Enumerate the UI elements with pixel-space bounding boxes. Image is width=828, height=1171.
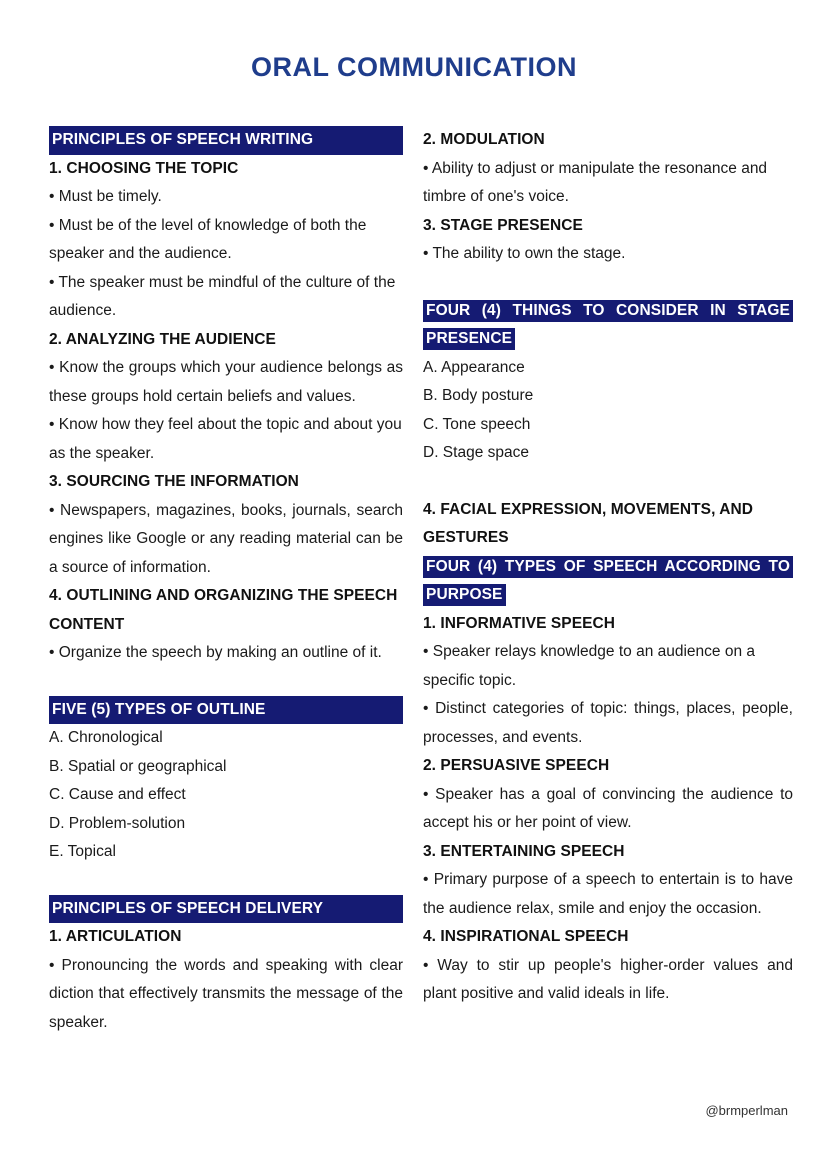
subheading-outlining-and-organizing: 4. OUTLINING AND ORGANIZING THE SPEECH CONTENT <box>49 587 398 633</box>
footer-handle: @brmperlman <box>705 1103 788 1118</box>
bullet-item: • The ability to own the stage. <box>423 245 626 262</box>
bullet-item: • Must be of the level of knowledge of both the speaker and the audience. <box>49 216 367 262</box>
list-item: C. Cause and effect <box>49 786 186 803</box>
subheading-modulation: 2. MODULATION <box>423 131 545 148</box>
subheading-informative-speech: 1. INFORMATIVE SPEECH <box>423 614 615 632</box>
section-spacer <box>49 668 403 696</box>
list-item: A. Chronological <box>49 729 163 746</box>
right-column <box>414 126 828 1009</box>
list-item: E. Topical <box>49 843 116 860</box>
section-heading-principles-of-speech-delivery: PRINCIPLES OF SPEECH DELIVERY <box>49 895 403 924</box>
section-heading-four-types-of-speech-according-to-purpose <box>423 553 793 610</box>
section-spacer <box>423 468 793 496</box>
list-item: B. Body posture <box>423 387 534 404</box>
bullet-item: • Ability to adjust or manipulate the resonance and timbre of one's voice. <box>423 159 768 205</box>
subheading-analyzing-the-audience: 2. ANALYZING THE AUDIENCE <box>49 330 276 348</box>
two-column-body <box>0 126 828 1037</box>
subheading-persuasive-speech: 2. PERSUASIVE SPEECH <box>423 757 610 774</box>
list-item: B. Spatial or geographical <box>49 757 227 775</box>
bullet-item: • Pronouncing the words and speaking with clear diction that effectively transmits the message of the speaker. <box>49 956 403 1031</box>
subheading-articulation: 1. ARTICULATION <box>49 928 182 945</box>
subheading-inspirational-speech: 4. INSPIRATIONAL SPEECH <box>423 928 629 945</box>
subheading-stage-presence: 3. STAGE PRESENCE <box>423 216 583 234</box>
bullet-item: • Speaker relays knowledge to an audience on a specific topic. <box>423 643 756 689</box>
bullet-item: • Speaker has a goal of convincing the audience to accept his or her point of view. <box>423 785 793 831</box>
bullet-item: • Primary purpose of a speech to entertain is to have the audience relax, smile and enjoy the occasion. <box>423 871 793 917</box>
left-column <box>0 126 414 1037</box>
bullet-item: • Newspapers, magazines, books, journals, search engines like Google or any reading material can be a source of information. <box>49 501 403 576</box>
list-item: D. Stage space <box>423 444 529 461</box>
section-heading-five-types-of-outline: FIVE (5) TYPES OF OUTLINE <box>49 696 403 725</box>
page-title: ORAL COMMUNICATION <box>251 52 577 82</box>
list-item: A. Appearance <box>423 358 525 376</box>
section-spacer <box>423 269 793 297</box>
section-spacer <box>49 867 403 895</box>
subheading-facial-expression-movements-and-gestures: 4. FACIAL EXPRESSION, MOVEMENTS, AND GESTURES <box>423 500 753 546</box>
subheading-entertaining-speech: 3. ENTERTAINING SPEECH <box>423 842 625 860</box>
list-item: C. Tone speech <box>423 415 531 433</box>
section-heading-text: FOUR (4) THINGS TO CONSIDER IN STAGE PRESENCE <box>423 300 793 351</box>
section-heading-text: FOUR (4) TYPES OF SPEECH ACCORDING TO PURPOSE <box>423 556 793 607</box>
list-item: D. Problem-solution <box>49 814 186 832</box>
bullet-item: • Organize the speech by making an outline of it. <box>49 644 382 661</box>
section-heading-four-things-to-consider-in-stage-presence <box>423 297 793 354</box>
bullet-item: • Must be timely. <box>49 188 162 205</box>
bullet-item: • Way to stir up people's higher-order values and plant positive and valid ideals in life. <box>423 956 793 1002</box>
bullet-item: • Distinct categories of topic: things, places, people, processes, and events. <box>423 700 793 746</box>
subheading-choosing-the-topic: 1. CHOOSING THE TOPIC <box>49 159 239 177</box>
subheading-sourcing-the-information: 3. SOURCING THE INFORMATION <box>49 473 299 490</box>
bullet-item: • The speaker must be mindful of the culture of the audience. <box>49 273 396 319</box>
bullet-item: • Know the groups which your audience belongs as these groups hold certain beliefs and values. <box>49 359 403 405</box>
section-heading-principles-of-speech-writing: PRINCIPLES OF SPEECH WRITING <box>49 126 403 155</box>
bullet-item: • Know how they feel about the topic and about you as the speaker. <box>49 416 402 462</box>
